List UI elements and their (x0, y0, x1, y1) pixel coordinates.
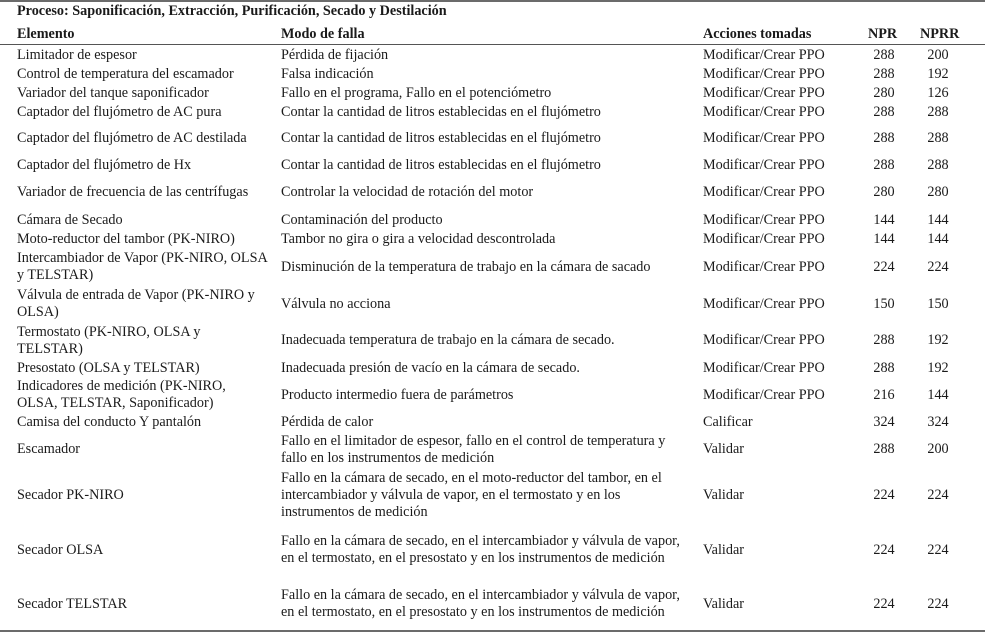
cell-elemento: Variador de frecuencia de las centrífugas (17, 183, 249, 200)
cell-npr: 280 (873, 183, 895, 200)
header-npr: NPR (868, 26, 898, 42)
cell-elemento: Camisa del conducto Y pantalón (17, 414, 202, 431)
cell-npr: 224 (873, 258, 895, 275)
table-row (0, 468, 985, 523)
cell-nprr: 280 (927, 183, 949, 200)
cell-nprr: 224 (927, 595, 949, 612)
cell-acciones-tomadas: Modificar/Crear PPO (703, 258, 825, 275)
cell-modo-de-falla: Fallo en el limitador de espesor, fallo en el control de temperatura y fallo en los instrumentos de medición (281, 432, 666, 466)
table-row (0, 46, 985, 65)
process-title: Proceso: Saponificación, Extracción, Purificación, Secado y Destilación (17, 3, 447, 19)
cell-modo-de-falla: Producto intermedio fuera de parámetros (281, 386, 514, 403)
cell-acciones-tomadas: Validar (703, 541, 744, 558)
cell-nprr: 192 (927, 332, 949, 349)
cell-modo-de-falla: Pérdida de calor (281, 414, 374, 431)
table-row (0, 523, 985, 577)
table-row (0, 174, 985, 210)
cell-acciones-tomadas: Validar (703, 595, 744, 612)
cell-elemento: Indicadores de medición (PK-NIRO, OLSA, TELSTAR, Saponificador) (17, 378, 226, 411)
table-row (0, 359, 985, 378)
cell-nprr: 224 (927, 541, 949, 558)
cell-elemento: Secador PK-NIRO (17, 487, 124, 504)
cell-elemento: Escamador (17, 441, 81, 458)
table-row (0, 230, 985, 249)
cell-elemento: Control de temperatura del escamador (17, 66, 234, 83)
cell-npr: 288 (873, 441, 895, 458)
cell-npr: 288 (873, 66, 895, 83)
cell-modo-de-falla: Fallo en la cámara de secado, en el intercambiador y válvula de vapor, en el termostato, en el presostato y en los instrumentos de medición (281, 533, 680, 566)
cell-acciones-tomadas: Modificar/Crear PPO (703, 332, 825, 349)
cell-nprr: 150 (927, 295, 949, 312)
cell-acciones-tomadas: Modificar/Crear PPO (703, 295, 825, 312)
cell-npr: 288 (873, 130, 895, 147)
cell-acciones-tomadas: Modificar/Crear PPO (703, 212, 825, 229)
cell-nprr: 200 (927, 47, 949, 64)
header-elemento: Elemento (17, 26, 75, 42)
cell-modo-de-falla: Tambor no gira o gira a velocidad descontrolada (281, 231, 556, 248)
cell-npr: 224 (873, 595, 895, 612)
header-modo-de-falla: Modo de falla (281, 26, 365, 42)
cell-nprr: 288 (927, 157, 949, 174)
table-row (0, 377, 985, 413)
cell-modo-de-falla: Controlar la velocidad de rotación del motor (281, 183, 534, 200)
table-row (0, 211, 985, 230)
table-row (0, 156, 985, 175)
cell-nprr: 200 (927, 441, 949, 458)
cell-acciones-tomadas: Modificar/Crear PPO (703, 386, 825, 403)
table-row (0, 103, 985, 122)
cell-acciones-tomadas: Modificar/Crear PPO (703, 104, 825, 121)
cell-nprr: 144 (927, 231, 949, 248)
cell-elemento: Moto-reductor del tambor (PK-NIRO) (17, 231, 235, 248)
cell-acciones-tomadas: Modificar/Crear PPO (703, 360, 825, 377)
cell-npr: 216 (873, 386, 895, 403)
cell-modo-de-falla: Fallo en la cámara de secado, en el moto-reductor del tambor, en el intercambiador y válvula de vapor, en el termostato y en los instrumentos de medición (281, 470, 662, 520)
cell-nprr: 192 (927, 66, 949, 83)
cell-npr: 324 (873, 414, 895, 431)
cell-acciones-tomadas: Validar (703, 441, 744, 458)
cell-nprr: 224 (927, 487, 949, 504)
cell-npr: 288 (873, 157, 895, 174)
cell-nprr: 144 (927, 386, 949, 403)
cell-acciones-tomadas: Calificar (703, 414, 753, 431)
cell-modo-de-falla: Fallo en la cámara de secado, en el intercambiador y válvula de vapor, en el termostato, en el presostato y en los instrumentos de medición (281, 587, 680, 620)
cell-elemento: Captador del flujómetro de Hx (17, 157, 192, 174)
cell-npr: 150 (873, 295, 895, 312)
cell-elemento: Secador OLSA (17, 541, 104, 558)
cell-npr: 288 (873, 47, 895, 64)
cell-acciones-tomadas: Modificar/Crear PPO (703, 231, 825, 248)
table-row (0, 431, 985, 468)
cell-modo-de-falla: Válvula no acciona (281, 295, 391, 312)
cell-nprr: 144 (927, 212, 949, 229)
cell-acciones-tomadas: Modificar/Crear PPO (703, 130, 825, 147)
cell-modo-de-falla: Fallo en el programa, Fallo en el potenciómetro (281, 85, 552, 102)
cell-npr: 144 (873, 212, 895, 229)
cell-nprr: 126 (927, 85, 949, 102)
cell-acciones-tomadas: Modificar/Crear PPO (703, 157, 825, 174)
cell-acciones-tomadas: Modificar/Crear PPO (703, 66, 825, 83)
cell-modo-de-falla: Falsa indicación (281, 66, 374, 83)
table-row (0, 65, 985, 84)
cell-nprr: 288 (927, 130, 949, 147)
cell-elemento: Limitador de espesor (17, 47, 137, 64)
table-row (0, 84, 985, 103)
cell-modo-de-falla: Pérdida de fijación (281, 47, 389, 64)
cell-modo-de-falla: Contar la cantidad de litros establecidas en el flujómetro (281, 104, 601, 121)
cell-npr: 288 (873, 332, 895, 349)
cell-modo-de-falla: Inadecuada temperatura de trabajo en la cámara de secado. (281, 332, 615, 349)
table-row (0, 577, 985, 631)
cell-modo-de-falla: Contar la cantidad de litros establecidas en el flujómetro (281, 130, 601, 147)
cell-acciones-tomadas: Modificar/Crear PPO (703, 183, 825, 200)
cell-nprr: 224 (927, 258, 949, 275)
cell-elemento: Válvula de entrada de Vapor (PK-NIRO y OLSA) (17, 287, 255, 320)
cell-acciones-tomadas: Validar (703, 487, 744, 504)
cell-nprr: 324 (927, 414, 949, 431)
table-row (0, 322, 985, 359)
cell-npr: 280 (873, 85, 895, 102)
table-header (0, 25, 985, 45)
cell-elemento: Presostato (OLSA y TELSTAR) (17, 360, 200, 377)
table-row (0, 286, 985, 322)
cell-npr: 288 (873, 104, 895, 121)
table-row (0, 121, 985, 156)
header-nprr: NPRR (920, 26, 960, 42)
table-row (0, 249, 985, 285)
cell-modo-de-falla: Contaminación del producto (281, 212, 443, 229)
cell-modo-de-falla: Inadecuada presión de vacío en la cámara de secado. (281, 360, 580, 377)
cell-modo-de-falla: Disminución de la temperatura de trabajo en la cámara de sacado (281, 258, 651, 275)
cell-nprr: 192 (927, 360, 949, 377)
cell-nprr: 288 (927, 104, 949, 121)
cell-npr: 224 (873, 487, 895, 504)
cell-elemento: Captador del flujómetro de AC destilada (17, 130, 247, 147)
cell-elemento: Cámara de Secado (17, 212, 123, 229)
cell-elemento: Termostato (PK-NIRO, OLSA y TELSTAR) (17, 323, 201, 357)
cell-modo-de-falla: Contar la cantidad de litros establecidas en el flujómetro (281, 157, 601, 174)
cell-acciones-tomadas: Modificar/Crear PPO (703, 85, 825, 102)
cell-acciones-tomadas: Modificar/Crear PPO (703, 47, 825, 64)
cell-elemento: Variador del tanque saponificador (17, 85, 209, 102)
cell-elemento: Secador TELSTAR (17, 595, 128, 612)
cell-elemento: Captador del flujómetro de AC pura (17, 104, 222, 121)
cell-npr: 224 (873, 541, 895, 558)
cell-npr: 144 (873, 231, 895, 248)
cell-elemento: Intercambiador de Vapor (PK-NIRO, OLSA y TELSTAR) (17, 250, 267, 283)
table-row (0, 413, 985, 432)
cell-npr: 288 (873, 360, 895, 377)
header-acciones-tomadas: Acciones tomadas (703, 26, 812, 42)
top-rule (0, 0, 985, 2)
